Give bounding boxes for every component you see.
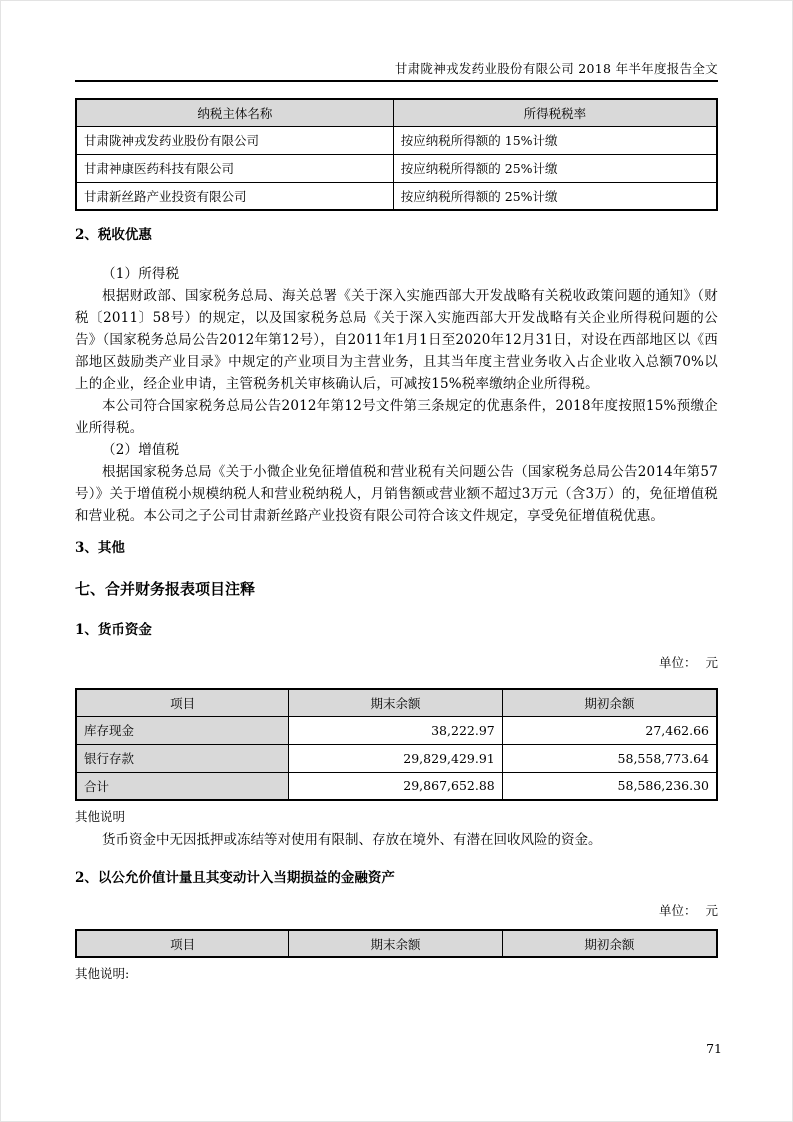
item-cell: 库存现金	[76, 716, 289, 744]
table-header-row	[76, 689, 717, 716]
subheading-vat: （2）增值税	[102, 442, 180, 458]
other-note-label: 其他说明	[75, 809, 126, 824]
unit-line	[75, 902, 718, 919]
heading-fair-value-assets: 2、以公允价值计量且其变动计入当期损益的金融资产	[75, 870, 395, 886]
beginning-balance-cell: 58,558,773.64	[502, 744, 717, 772]
income-tax-paragraph-2: 本公司符合国家税务总局公告2012年第12号文件第三条规定的优惠条件，2018年度按照15%预缴企业所得税。	[75, 398, 718, 436]
heading-tax-incentives: 2、税收优惠	[75, 227, 152, 243]
entity-cell: 甘肃新丝路产业投资有限公司	[76, 182, 393, 210]
table-row	[76, 126, 717, 154]
heading-cash-funds: 1、货币资金	[75, 622, 152, 638]
col-header-item: 项目	[76, 930, 289, 957]
ending-balance-cell: 38,222.97	[289, 716, 502, 744]
table-header-row	[76, 99, 717, 126]
ending-balance-cell: 29,829,429.91	[289, 744, 502, 772]
col-header-entity: 纳税主体名称	[76, 99, 393, 126]
subheading-income-tax: （1）所得税	[102, 266, 180, 282]
other-note-text: 货币资金中无因抵押或冻结等对使用有限制、存放在境外、有潜在回收风险的资金。	[102, 832, 602, 848]
col-header-ending-balance: 期末余额	[289, 930, 502, 957]
col-header-ending-balance: 期末余额	[289, 689, 502, 716]
table-row	[76, 772, 717, 800]
cash-funds-table	[75, 688, 718, 801]
unit-label: 单位：	[658, 655, 697, 670]
unit-currency: 元	[705, 655, 718, 670]
table-row	[76, 182, 717, 210]
running-header-title: 甘肃陇神戎发药业股份有限公司 2018 年半年度报告全文	[394, 61, 718, 76]
tax-entity-table	[75, 98, 718, 211]
header-rule	[75, 80, 718, 82]
unit-line	[75, 654, 718, 671]
rate-cell: 按应纳税所得额的 15%计缴	[393, 126, 717, 154]
fair-value-assets-table	[75, 929, 718, 958]
table-row	[76, 744, 717, 772]
beginning-balance-cell: 27,462.66	[502, 716, 717, 744]
rate-cell: 按应纳税所得额的 25%计缴	[393, 182, 717, 210]
unit-label: 单位：	[658, 903, 697, 918]
unit-currency: 元	[705, 903, 718, 918]
rate-cell: 按应纳税所得额的 25%计缴	[393, 154, 717, 182]
table-row	[76, 154, 717, 182]
col-header-beginning-balance: 期初余额	[502, 930, 717, 957]
beginning-balance-cell: 58,586,236.30	[502, 772, 717, 800]
other-note-label: 其他说明:	[75, 966, 130, 981]
heading-consolidated-notes: 七、合并财务报表项目注释	[75, 580, 256, 598]
page-content	[1, 1, 792, 982]
vat-paragraph: 根据国家税务总局《关于小微企业免征增值税和营业税有关问题公告（国家税务总局公告2014年第57号）》关于增值税小规模纳税人和营业税纳税人，月销售额或营业额不超过3万元（含3万）的，免征增值税和营业税。本公司之子公司甘肃新丝路产业投资有限公司符合该文件规定，享受免征增值税优惠。	[75, 464, 718, 524]
entity-cell: 甘肃陇神戎发药业股份有限公司	[76, 126, 393, 154]
col-header-rate: 所得税税率	[393, 99, 717, 126]
table-header-row	[76, 930, 717, 957]
income-tax-paragraph-1: 根据财政部、国家税务总局、海关总署《关于深入实施西部大开发战略有关税收政策问题的通知》（财税〔2011〕58号）的规定，以及国家税务总局《关于深入实施西部大开发战略有关企业所得税问题的公告》（国家税务总局公告2012年第12号），自2011年1月1日至2020年12月31日，对设在西部地区以《西部地区鼓励类产业目录》中规定的产业项目为主营业务，且其当年度主营业务收入占企业收入总额70%以上的企业，经企业申请，主管税务机关审核确认后，可减按15%税率缴纳企业所得税。	[75, 288, 718, 392]
entity-cell: 甘肃神康医药科技有限公司	[76, 154, 393, 182]
table-row	[76, 716, 717, 744]
col-header-item: 项目	[76, 689, 289, 716]
item-cell: 银行存款	[76, 744, 289, 772]
page-number: 71	[706, 1041, 722, 1056]
ending-balance-cell: 29,867,652.88	[289, 772, 502, 800]
heading-other: 3、其他	[75, 540, 125, 556]
col-header-beginning-balance: 期初余额	[502, 689, 717, 716]
item-cell: 合计	[76, 772, 289, 800]
